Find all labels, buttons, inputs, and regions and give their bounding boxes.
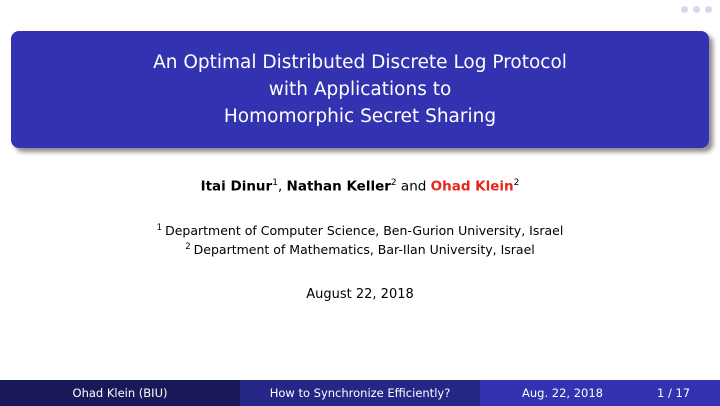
affiliation	[0, 242, 720, 257]
presentation-date: August 22, 2018	[306, 287, 414, 302]
footer-presenter	[0, 380, 240, 406]
title-box	[11, 31, 709, 148]
affiliation	[0, 223, 720, 238]
presenter-name: Ohad Klein	[430, 178, 514, 195]
nav-dot-icon[interactable]	[693, 6, 700, 13]
affiliation-number: 2	[185, 242, 191, 252]
author-list	[0, 178, 720, 195]
author-separator: ,	[277, 178, 283, 195]
author-name: Itai Dinur	[200, 178, 273, 195]
footer-bar	[0, 380, 720, 406]
author-separator: and	[400, 178, 427, 195]
footer-short-title-text: How to Synchronize Efficiently?	[269, 386, 451, 400]
footer-short-title	[240, 380, 480, 406]
beamer-nav-icons[interactable]	[681, 6, 712, 13]
affiliation-text: Department of Computer Science, Ben-Gurion University, Israel	[165, 223, 564, 239]
author-affil-mark: 2	[390, 178, 397, 188]
footer-date: Aug. 22, 2018	[522, 386, 603, 400]
title-line-3: Homomorphic Secret Sharing	[223, 106, 497, 127]
title-line-1: An Optimal Distributed Discrete Log Protocol	[153, 52, 567, 73]
author-affil-mark: 1	[272, 178, 278, 188]
nav-dot-icon[interactable]	[705, 6, 712, 13]
footer-date-page	[480, 380, 720, 406]
footer-page-number: 1 / 17	[656, 386, 691, 400]
affiliation-text: Department of Mathematics, Bar-Ilan University, Israel	[193, 242, 535, 258]
footer-presenter-text: Ohad Klein (BIU)	[72, 386, 168, 400]
nav-dot-icon[interactable]	[681, 6, 688, 13]
author-affil-mark: 2	[513, 178, 520, 188]
author-name: Nathan Keller	[286, 178, 391, 195]
affiliation-number: 1	[156, 223, 163, 233]
title-line-2: with Applications to	[268, 79, 452, 100]
